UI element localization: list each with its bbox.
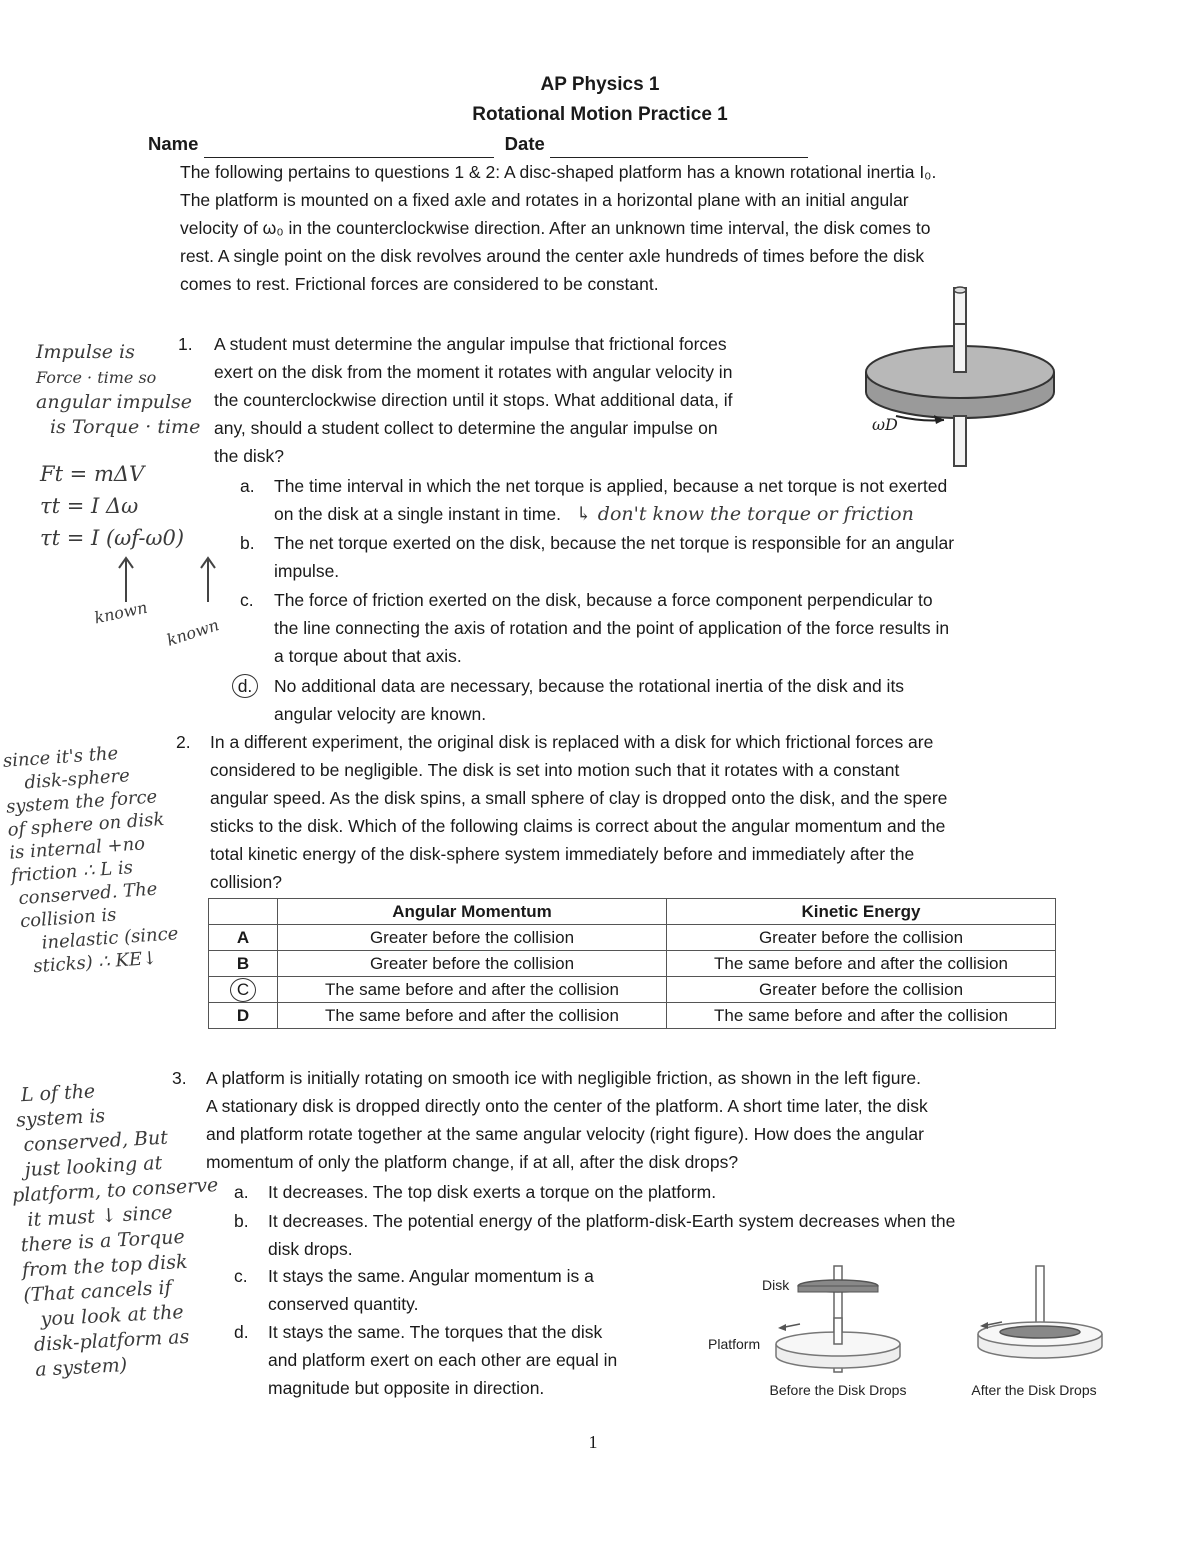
handwritten-note: conserved, But: [22, 1126, 169, 1157]
axle-cap: [954, 287, 966, 293]
q1-option-c: [274, 586, 949, 670]
row-label: B: [209, 951, 278, 977]
option-line: the line connecting the axis of rotation and the point of application of the force results in: [274, 618, 950, 638]
handwritten-note: ↳ don't know the torque or friction: [575, 503, 914, 525]
handwritten-note: platform, to conserve: [11, 1174, 219, 1207]
date-field[interactable]: [550, 139, 808, 158]
table-row: [209, 951, 1056, 977]
option-line: It decreases. The potential energy of the platform-disk-Earth system decreases when the: [268, 1211, 956, 1231]
handwritten-note: from the top disk: [21, 1250, 188, 1282]
q1-option-d-label: [232, 672, 258, 700]
handwritten-note: (That cancels if: [22, 1276, 173, 1307]
q2-line: In a different experiment, the original disk is replaced with a disk for which frictional forces are: [210, 732, 934, 752]
q3-option-a-label: a.: [234, 1182, 249, 1202]
handwritten-note: inelastic (since: [41, 923, 180, 954]
handwritten-note: known: [164, 615, 222, 650]
page-title: Rotational Motion Practice 1: [472, 104, 728, 125]
q1-option-a: [274, 472, 947, 528]
option-line: conserved quantity.: [268, 1294, 419, 1314]
option-line: a torque about that axis.: [274, 646, 462, 666]
handwritten-equations: [40, 458, 184, 554]
q1-line: any, should a student collect to determine the angular impulse on: [214, 418, 718, 438]
table-header: Angular Momentum: [278, 899, 667, 925]
top-disk-edge-before: [798, 1286, 878, 1292]
table-cell: The same before and after the collision: [278, 977, 667, 1003]
q1-stem: [214, 330, 732, 470]
handwritten-note: there is a Torque: [20, 1225, 186, 1257]
handwritten-note: system the force: [5, 786, 158, 818]
option-line: disk drops.: [268, 1239, 353, 1259]
option-line: [274, 500, 947, 528]
handwritten-note: Ft = mΔV: [40, 462, 145, 486]
q3-stem: [206, 1064, 928, 1176]
q1-number: 1.: [178, 334, 193, 354]
handwritten-note: angular impulse: [36, 391, 193, 413]
table-cell: Greater before the collision: [667, 925, 1056, 951]
table-row: [209, 1003, 1056, 1029]
q2-line: collision?: [210, 872, 282, 892]
arrow-head-icon: [778, 1324, 786, 1331]
q2-number: 2.: [176, 732, 191, 752]
q3-option-b-label: b.: [234, 1211, 249, 1231]
q3-option-a: It decreases. The top disk exerts a torque on the platform.: [268, 1182, 717, 1202]
handwritten-notes-q3: [11, 1073, 228, 1383]
option-line: It stays the same. The torques that the disk: [268, 1322, 603, 1342]
handwritten-note: is internal +no: [8, 833, 146, 864]
handwritten-note: of sphere on disk: [7, 808, 165, 841]
platform-label: Platform: [708, 1336, 761, 1352]
table-row: [209, 977, 1056, 1003]
handwritten-note: system is: [15, 1104, 106, 1132]
rotating-disk-figure: [852, 284, 1062, 474]
table-cell: Greater before the collision: [278, 951, 667, 977]
option-line: and platform exert on each other are equal in: [268, 1350, 618, 1370]
option-line: The net torque exerted on the disk, because the net torque is responsible for an angular: [274, 533, 955, 553]
q2-line: considered to be negligible. The disk is set into motion such that it rotates with a constant: [210, 760, 900, 780]
intro-line: velocity of ω₀ in the counterclockwise direction. After an unknown time interval, the disk comes to: [180, 218, 931, 238]
name-label: Name: [148, 133, 199, 154]
handwritten-note: known: [92, 597, 150, 628]
q1-line: the counterclockwise direction until it stops. What additional data, if: [214, 390, 733, 410]
option-line: It stays the same. Angular momentum is a: [268, 1266, 594, 1286]
handwritten-note: you look at the: [40, 1301, 185, 1331]
intro-paragraph: [180, 158, 936, 298]
option-line: The force of friction exerted on the disk, because a force component perpendicular to: [274, 590, 933, 610]
name-field[interactable]: [204, 139, 494, 158]
handwritten-note: τt = I (ωf-ω0): [40, 526, 185, 550]
handwritten-note: sticks) ∴ KE↓: [32, 947, 158, 978]
table-cell: The same before and after the collision: [667, 951, 1056, 977]
q3-line: and platform rotate together at the same angular velocity (right figure). How does the angular: [206, 1124, 924, 1144]
intro-line: comes to rest. Frictional forces are considered to be constant.: [180, 274, 659, 294]
axle-upper: [954, 324, 966, 372]
table-header-row: [209, 899, 1056, 925]
up-arrow-icon: [201, 558, 215, 602]
up-arrow-icon: [119, 558, 133, 602]
q1-line: the disk?: [214, 446, 285, 466]
handwritten-notes-q2: [2, 739, 181, 980]
answer-circle: C: [230, 978, 256, 1002]
handwritten-note: collision is: [19, 904, 118, 933]
answer-circle: d.: [232, 674, 258, 698]
handwritten-note: disk-sphere: [23, 765, 131, 794]
q3-option-c: [268, 1262, 594, 1318]
option-line: angular velocity are known.: [274, 704, 487, 724]
handwritten-note: τt = I Δω: [40, 494, 139, 518]
q3-line: momentum of only the platform change, if at all, after the disk drops?: [206, 1152, 739, 1172]
table-cell: Greater before the collision: [667, 977, 1056, 1003]
q1-option-b-label: b.: [240, 533, 255, 553]
intro-line: The platform is mounted on a fixed axle and rotates in a horizontal plane with an initial angular: [180, 190, 909, 210]
arrow-head-icon: [980, 1322, 988, 1329]
page-number: 1: [588, 1432, 598, 1452]
option-line: No additional data are necessary, because the rotational inertia of the disk and its: [274, 676, 905, 696]
handwritten-note: conserved. The: [17, 878, 159, 910]
q1-option-c-label: c.: [240, 590, 254, 610]
q3-line: A platform is initially rotating on smooth ice with negligible friction, as shown in the left figure.: [206, 1068, 921, 1088]
course-title: AP Physics 1: [540, 74, 660, 95]
intro-line: The following pertains to questions 1 & 2: A disc-shaped platform has a known rotational inertia I₀.: [180, 162, 937, 182]
handwritten-note: a system): [34, 1354, 128, 1381]
q1-option-b: [274, 529, 954, 585]
table-cell: Greater before the collision: [278, 925, 667, 951]
option-text: on the disk at a single instant in time.: [274, 504, 561, 524]
q3-option-b: [268, 1207, 955, 1263]
table-row: [209, 925, 1056, 951]
handwritten-notes-q1: [36, 340, 200, 440]
handwritten-note: is Torque · time: [50, 416, 201, 438]
axle-mid-before: [834, 1318, 842, 1344]
table-header: Kinetic Energy: [667, 899, 1056, 925]
handwritten-note: Impulse is: [36, 341, 135, 363]
option-line: impulse.: [274, 561, 340, 581]
q1-option-a-label: a.: [240, 476, 255, 496]
date-label: Date: [504, 133, 545, 154]
q2-line: sticks to the disk. Which of the following claims is correct about the angular momentum and the: [210, 816, 946, 836]
disk-label: Disk: [762, 1277, 790, 1293]
disk-drop-figure: [700, 1258, 1120, 1408]
q3-option-c-label: c.: [234, 1266, 248, 1286]
after-caption: After the Disk Drops: [971, 1382, 1097, 1398]
handwritten-note: since it's the: [2, 742, 119, 772]
q2-answer-table: [208, 898, 1056, 1029]
q3-option-d: [268, 1318, 617, 1402]
q2-line: total kinetic energy of the disk-sphere system immediately before and immediately after the: [210, 844, 915, 864]
q3-line: A stationary disk is dropped directly onto the center of the platform. A short time later, the disk: [206, 1096, 928, 1116]
q2-line: angular speed. As the disk spins, a small sphere of clay is dropped onto the disk, and the spere: [210, 788, 948, 808]
q2-stem: [210, 728, 947, 896]
handwritten-note: just looking at: [24, 1151, 163, 1182]
handwritten-note: friction ∴ L is: [10, 857, 134, 887]
table-header: [209, 899, 278, 925]
q3-number: 3.: [172, 1068, 187, 1088]
row-label: D: [209, 1003, 278, 1029]
q1-line: A student must determine the angular impulse that frictional forces: [214, 334, 727, 354]
q1-line: exert on the disk from the moment it rotates with angular velocity in: [214, 362, 733, 382]
table-cell: The same before and after the collision: [667, 1003, 1056, 1029]
table-cell: The same before and after the collision: [278, 1003, 667, 1029]
handwritten-note: L of the: [20, 1080, 96, 1107]
handwritten-note: it must ↓ since: [26, 1201, 174, 1232]
name-line: [148, 130, 808, 158]
row-label: A: [209, 925, 278, 951]
handwritten-note: disk-platform as: [33, 1325, 190, 1356]
axle-lower: [954, 416, 966, 466]
before-caption: Before the Disk Drops: [769, 1382, 907, 1398]
intro-line: rest. A single point on the disk revolves around the center axle hundreds of times before the disk: [180, 246, 925, 266]
q1-option-d: [274, 672, 904, 728]
option-line: The time interval in which the net torque is applied, because a net torque is not exerted: [274, 476, 948, 496]
row-label: [209, 977, 278, 1003]
top-disk-after: [1000, 1326, 1080, 1338]
handwritten-note: Force · time so: [36, 368, 157, 387]
option-line: magnitude but opposite in direction.: [268, 1378, 545, 1398]
omega-label: ωD: [872, 415, 898, 434]
q3-option-d-label: d.: [234, 1322, 249, 1342]
